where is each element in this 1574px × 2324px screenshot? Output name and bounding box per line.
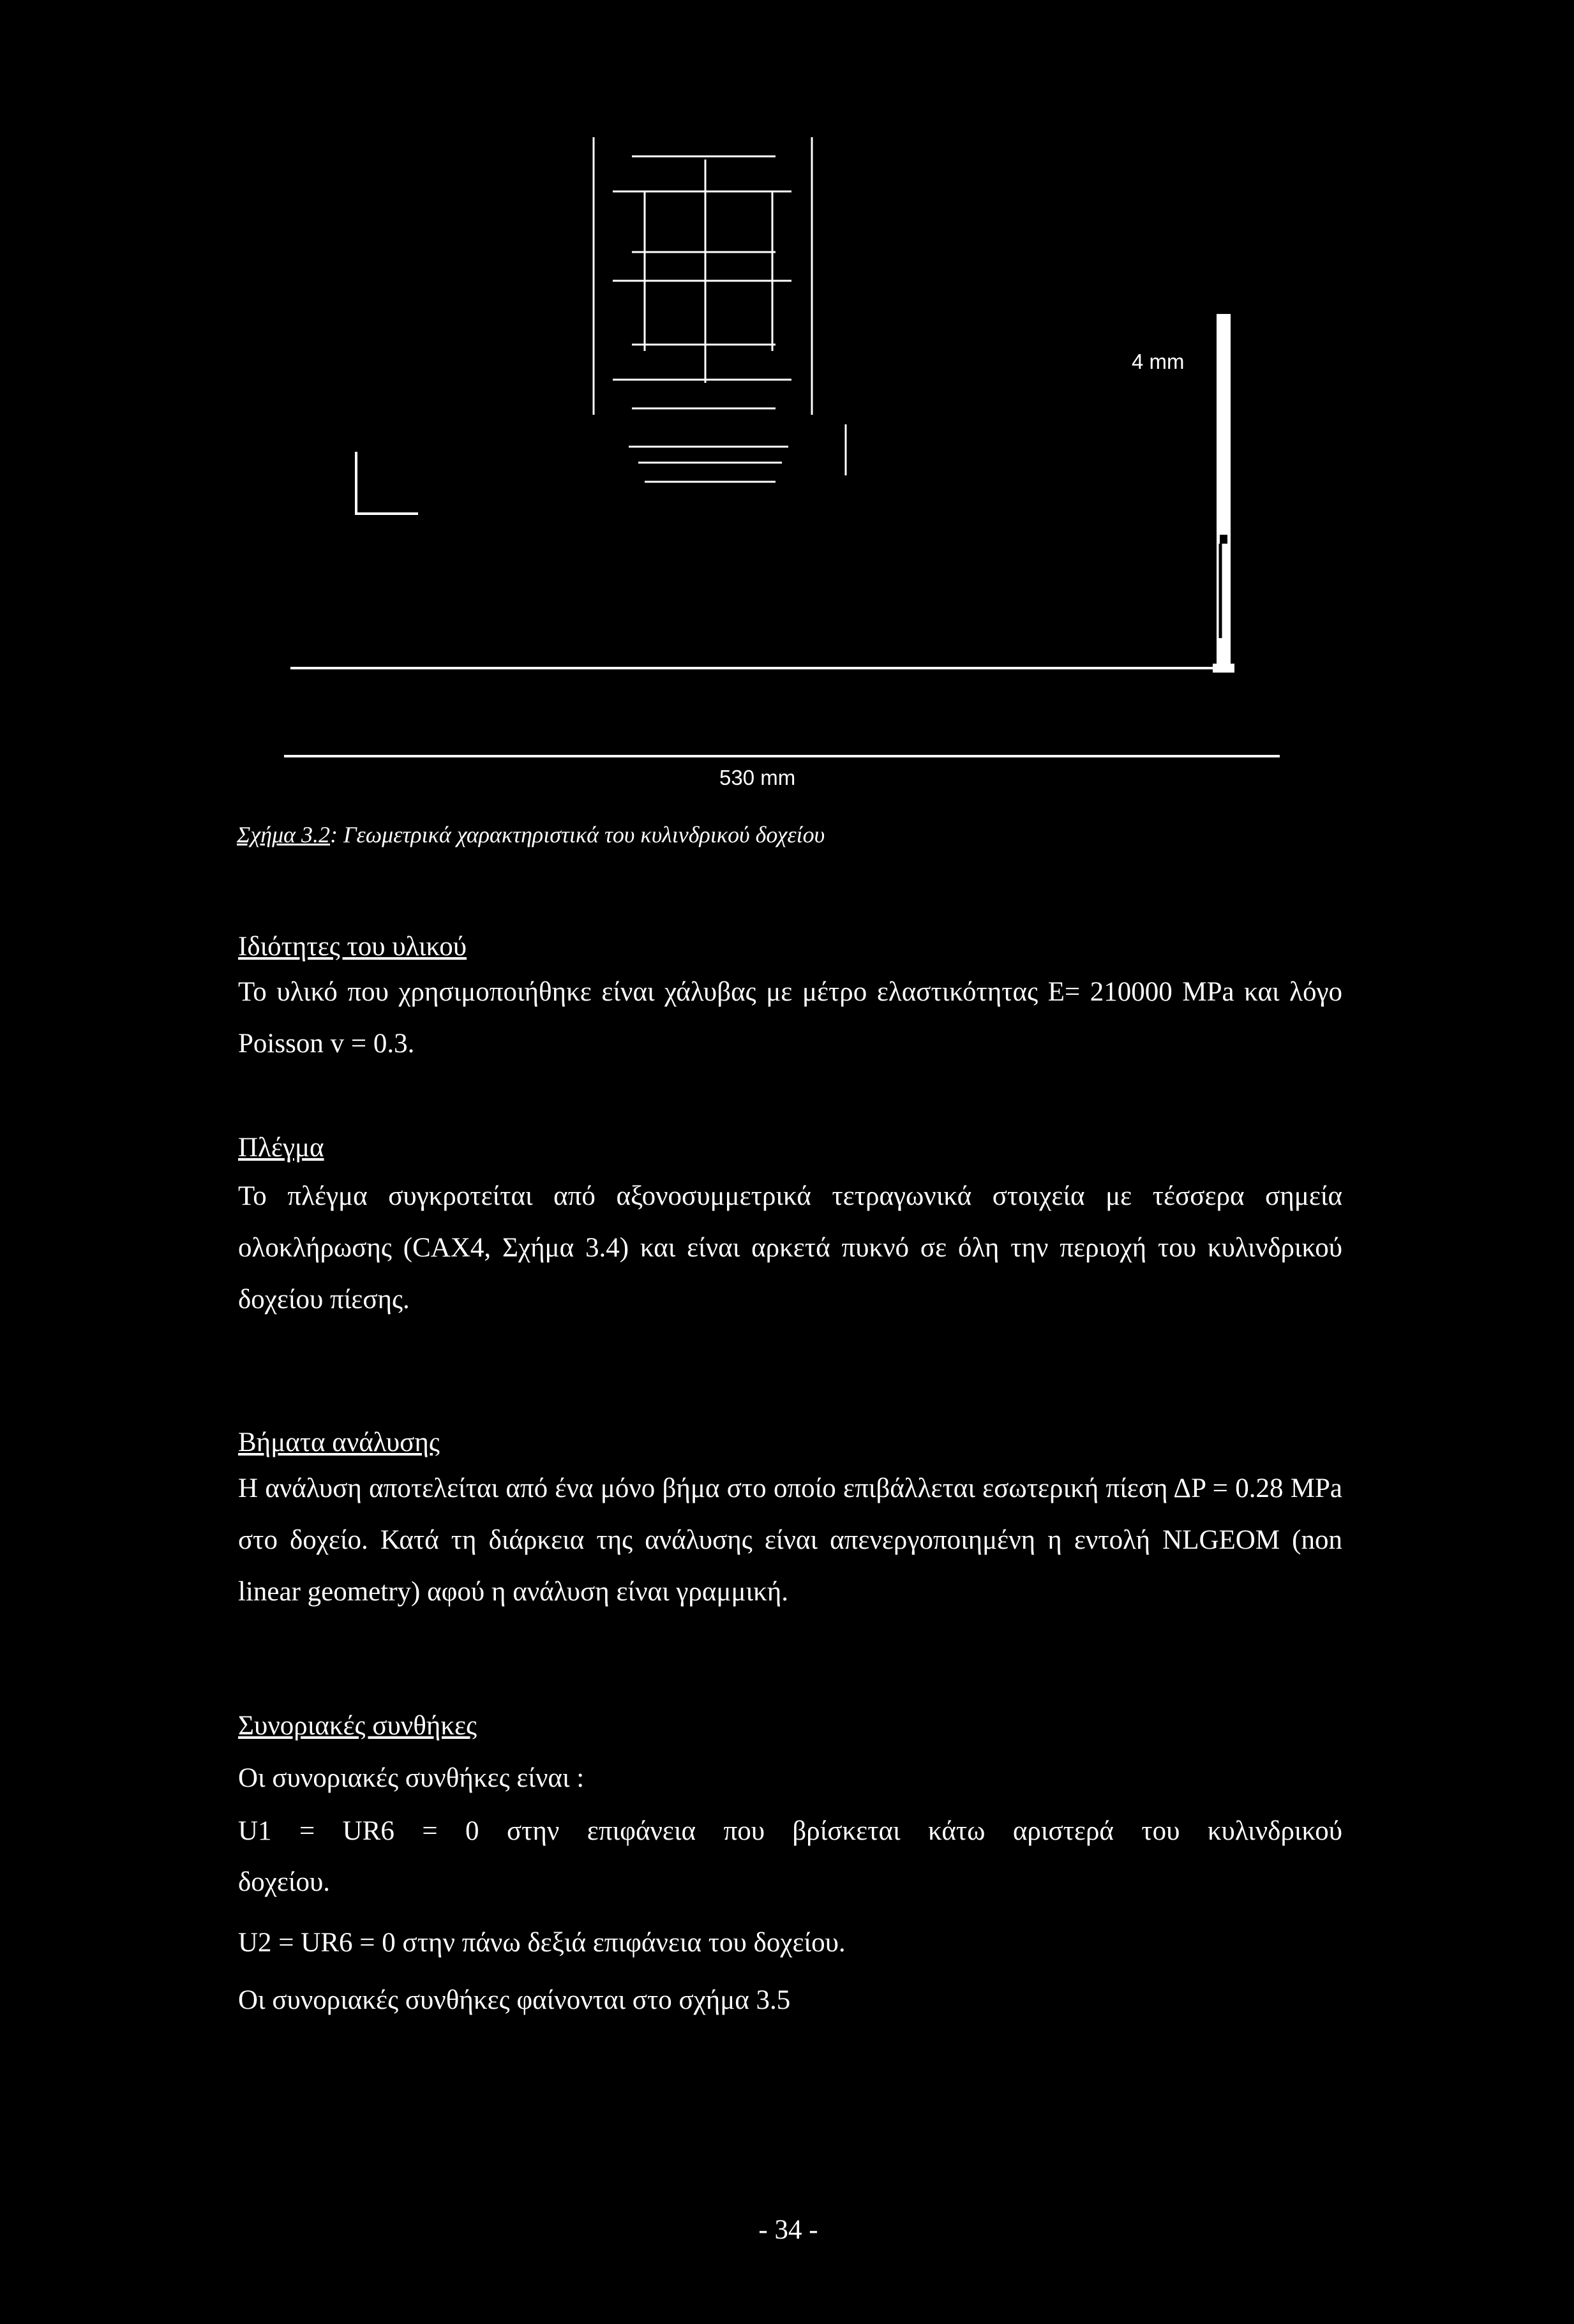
- figure-caption: [237, 821, 825, 848]
- figure-number: Σχήμα 3.2: [237, 822, 331, 847]
- vessel-geometry-figure: [0, 0, 1574, 830]
- paragraph-material-properties: Το υλικό που χρησιμοποιήθηκε είναι χάλυβας με μέτρο ελαστικότητας E= 210000 MPa και λόγο Poisson v = 0.3.: [238, 977, 1342, 1059]
- heading-boundary-conditions: Συνοριακές συνθήκες: [238, 1711, 477, 1741]
- heading-analysis-steps: Βήματα ανάλυσης: [238, 1427, 440, 1457]
- paragraph-mesh: Το πλέγμα συγκροτείται από αξονοσυμμετρικά τετραγωνικά στοιχεία με τέσσερα σημεία ολοκλήρωσης (CAX4, Σχήμα 3.4) και είναι αρκετά πυκνό σε όλη την περιοχή του κυλινδρικού δοχείου πίεσης.: [238, 1181, 1342, 1315]
- heading-mesh: Πλέγμα: [238, 1133, 324, 1163]
- boundary-closing: Οι συνοριακές συνθήκες φαίνονται στο σχήμα 3.5: [238, 1985, 791, 2015]
- boundary-condition-2: U2 = UR6 = 0 στην πάνω δεξιά επιφάνεια του δοχείου.: [238, 1928, 846, 1958]
- paragraph-analysis-steps: Η ανάλυση αποτελείται από ένα μόνο βήμα στο οποίο επιβάλλεται εσωτερική πίεση ΔP = 0.28 MPa στο δοχείο. Κατά τη διάρκεια της ανάλυσης είναι απενεργοποιημένη η εντολή NLGEOM (non linear geometry) αφού η ανάλυση είναι γραμμική.: [238, 1473, 1342, 1607]
- cylinder-sketch: [594, 137, 846, 482]
- page-number: - 34 -: [758, 2215, 818, 2245]
- width-dimension-label: 530 mm: [719, 766, 796, 789]
- axis-corner-mark: [356, 452, 418, 514]
- height-dimension-label: 4 mm: [1132, 350, 1185, 373]
- heading-material-properties: Ιδιότητες του υλικού: [238, 932, 467, 962]
- boundary-intro: Οι συνοριακές συνθήκες είναι :: [238, 1763, 585, 1793]
- boundary-condition-1-cont: δοχείου.: [238, 1867, 331, 1897]
- boundary-condition-1: U1 = UR6 = 0 στην επιφάνεια που βρίσκεται κάτω αριστερά του κυλινδρικού: [238, 1816, 1342, 1846]
- vessel-wall: [1213, 314, 1234, 673]
- caption-text: : Γεωμετρικά χαρακτηριστικά του κυλινδρικού δοχείου: [330, 822, 825, 847]
